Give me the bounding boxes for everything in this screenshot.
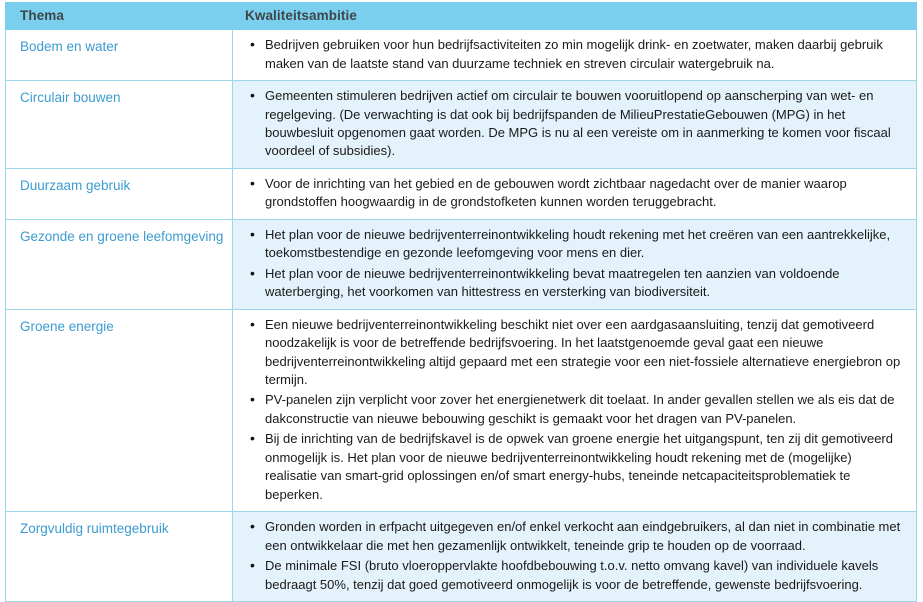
table-header [6,3,917,30]
bullet-list [243,87,902,161]
bullet-item: • De minimale FSI (bruto vloeroppervlakte hoofdbebouwing t.o.v. netto omvang kavel) van individuele kavels bedraagt 50%, tenzij dat goed gemotiveerd onmogelijk is voor de betreffende, gewenste bedrijfsvoering. [265,557,902,594]
bullet-list [243,175,902,212]
page-root [0,2,923,597]
table-row [6,219,917,309]
cell-kwaliteitsambitie [233,81,917,169]
cell-kwaliteitsambitie [233,309,917,512]
cell-kwaliteitsambitie [233,168,917,219]
table-body [6,30,917,602]
bullet-item: • Bij de inrichting van de bedrijfskavel is de opwek van groene energie het uitgangspunt, ten zij dit gemotiveerd onmogelijk is. Het plan voor de nieuwe bedrijventerreinontwikkeling houdt rekening met de (mogelijke) realisatie van smart-grid oplossingen en/of smart energy-hubs, teneinde netcapaciteitsproblematiek te beperken. [265,430,902,504]
table-row [6,309,917,512]
bullet-item: • Bedrijven gebruiken voor hun bedrijfsactiviteiten zo min mogelijk drink- en zoetwater, maken daarbij gebruik maken van de laatste stand van duurzame techniek en streven circulair watergebruik na. [265,36,902,73]
bullet-list [243,36,902,73]
bullet-item: • Voor de inrichting van het gebied en de gebouwen wordt zichtbaar nagedacht over de manier waarop grondstoffen hoogwaardig in de grondstofketen kunnen worden teruggebracht. [265,175,902,212]
bullet-item: • Het plan voor de nieuwe bedrijventerreinontwikkeling houdt rekening met het creëren van een aantrekkelijke, toekomstbestendige en gezonde leefomgeving voor mens en dier. [265,226,902,263]
cell-thema: Zorgvuldig ruimtegebruik [6,512,233,602]
table-header-row [6,3,917,30]
cell-thema: Gezonde en groene leefomgeving [6,219,233,309]
column-header-thema: Thema [6,3,233,30]
cell-thema: Groene energie [6,309,233,512]
cell-thema: Bodem en water [6,30,233,81]
table-row [6,30,917,81]
cell-kwaliteitsambitie [233,219,917,309]
bullet-item: • PV-panelen zijn verplicht voor zover het energienetwerk dit toelaat. In ander gevallen stellen we als eis dat de dakconstructie van nieuwe bebouwing geschikt is gemaakt voor het dragen van PV-panelen. [265,391,902,428]
cell-thema: Circulair bouwen [6,81,233,169]
table-row [6,81,917,169]
table-row [6,512,917,602]
bullet-list [243,518,902,594]
bullet-item: • Gemeenten stimuleren bedrijven actief om circulair te bouwen vooruitlopend op aanscherping van wet- en regelgeving. (De verwachting is dat ook bij bedrijfspanden de MilieuPrestatieGebouwen (MPG) in het bouwbesluit opgenomen gaat worden. De MPG is nu al een vereiste om in aanmerking te komen voor fiscaal voordeel of subsidies). [265,87,902,161]
bullet-list [243,316,902,505]
bullet-item: • Een nieuwe bedrijventerreinontwikkeling beschikt niet over een aardgasaansluiting, tenzij dat gemotiveerd noodzakelijk is voor de betreffende bedrijfsvoering. In het laatstgenoemde geval gaat een nieuwe bedrijventerreinontwikkeling altijd gepaard met een strategie voor een niet-fossiele alternatieve energiebron op termijn. [265,316,902,390]
table-row [6,168,917,219]
cell-kwaliteitsambitie [233,30,917,81]
cell-kwaliteitsambitie [233,512,917,602]
bullet-item: • Gronden worden in erfpacht uitgegeven en/of enkel verkocht aan eindgebruikers, al dan niet in combinatie met een ontwikkelaar die met hen gezamenlijk ontwikkelt, teneinde grip te houden op de voorraad. [265,518,902,555]
cell-thema: Duurzaam gebruik [6,168,233,219]
kwaliteitsambitie-table [5,2,917,602]
bullet-list [243,226,902,302]
bullet-item: • Het plan voor de nieuwe bedrijventerreinontwikkeling bevat maatregelen ten aanzien van voldoende waterberging, het voorkomen van hittestress en versterking van biodiversiteit. [265,265,902,302]
column-header-kwaliteitsambitie: Kwaliteitsambitie [233,3,917,30]
